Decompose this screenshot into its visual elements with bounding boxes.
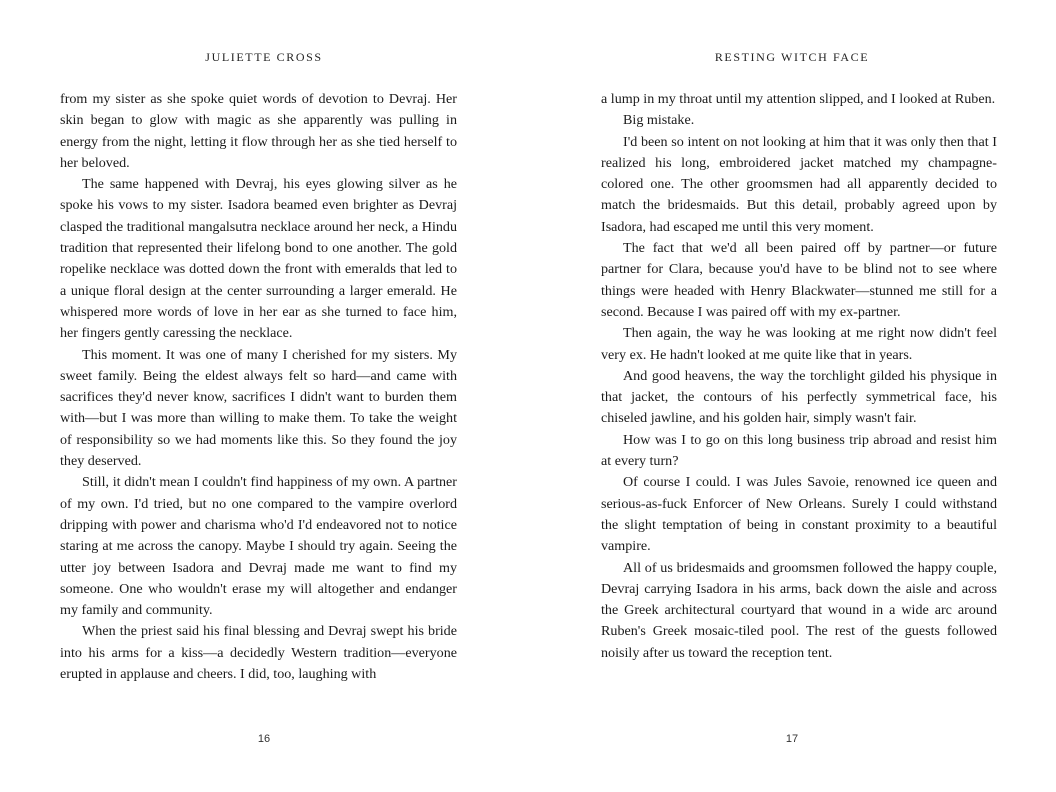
paragraph: And good heavens, the way the torchlight gilded his physique in that jacket, the contours of his perfectly symmetrical face, his chiseled jawline, and his golden hair, simply wasn't fair. — [601, 367, 997, 427]
paragraph: This moment. It was one of many I cherished for my sisters. My sweet family. Being the eldest always felt so hard—and came with sacrifices they'd never know, sacrifices I didn't want to burden them with—but I was more than willing to make them. To take the weight of responsibility so we had moments like this. So they found the joy they deserved. — [60, 346, 457, 470]
running-head-title: RESTING WITCH FACE — [714, 50, 870, 64]
paragraph: from my sister as she spoke quiet words of devotion to Devraj. Her skin began to glow with magic as she apparently was pulling in energy from the night, letting it flow through her as she tied herself to her beloved. — [60, 91, 457, 171]
right-page-body — [601, 89, 997, 664]
paragraph: How was I to go on this long business trip abroad and resist him at every turn? — [601, 431, 997, 470]
paragraph: Of course I could. I was Jules Savoie, renowned ice queen and serious-as-fuck Enforcer of New Orleans. Surely I could withstand the slight temptation of being in constant proximity to a beautiful vampire. — [601, 474, 997, 555]
paragraph: All of us bridesmaids and groomsmen followed the happy couple, Devraj carrying Isadora in his arms, back down the aisle and across the Greek architectural courtyard that wound in a wide arc around Ruben's Greek mosaic-tiled pool. The rest of the guests followed noisily after us toward the reception tent. — [601, 559, 997, 661]
running-head-author: JULIETTE CROSS — [205, 50, 323, 64]
right-page — [528, 0, 1056, 792]
page-number: 16 — [257, 733, 271, 745]
paragraph: a lump in my throat until my attention slipped, and I looked at Ruben. — [601, 91, 996, 107]
paragraph: The fact that we'd all been paired off by partner—or future partner for Clara, because you'd have to be blind not to see where things were headed with Henry Blackwater—stunned me still for a second. Because I was paired off with my ex-partner. — [601, 240, 997, 320]
paragraph: When the priest said his final blessing and Devraj swept his bride into his arms for a kiss—a decidedly Western tradition—everyone erupted in applause and cheers. I did, too, laughing with — [60, 623, 457, 683]
paragraph: I'd been so intent on not looking at him that it was only then that I realized his long, embroidered jacket matched my champagne-colored one. The other groomsmen had all apparently decided to match the bridesmaids. But this detail, probably agreed upon by Isadora, had escaped me until this very moment. — [601, 133, 997, 235]
paragraph: Big mistake. — [623, 112, 695, 129]
left-page-body — [60, 89, 457, 685]
paragraph: Then again, the way he was looking at me right now didn't feel very ex. He hadn't looked at me quite like that in years. — [601, 325, 997, 363]
paragraph: The same happened with Devraj, his eyes glowing silver as he spoke his vows to my sister. Isadora beamed even brighter as Devraj clasped the traditional mangalsutra necklace around her neck, a Hindu tradition that represented their lifelong bond to one another. The gold ropelike necklace was dotted down the front with emeralds that led to a unique floral design at the center surrounding a larger emerald. He whispered more words of love in her ear as she turned to face him, her fingers gently caressing the necklace. — [60, 176, 457, 342]
page-number: 17 — [785, 733, 799, 745]
paragraph: Still, it didn't mean I couldn't find happiness of my own. A partner of my own. I'd tried, but no one compared to the vampire overlord dripping with power and charisma who'd I'd endeavored not to notice staring at me across the canopy. Maybe I should try again. Seeing the utter joy between Isadora and Devraj made me want to find my someone. One who wouldn't erase my will altogether and endanger my family and community. — [60, 474, 457, 619]
